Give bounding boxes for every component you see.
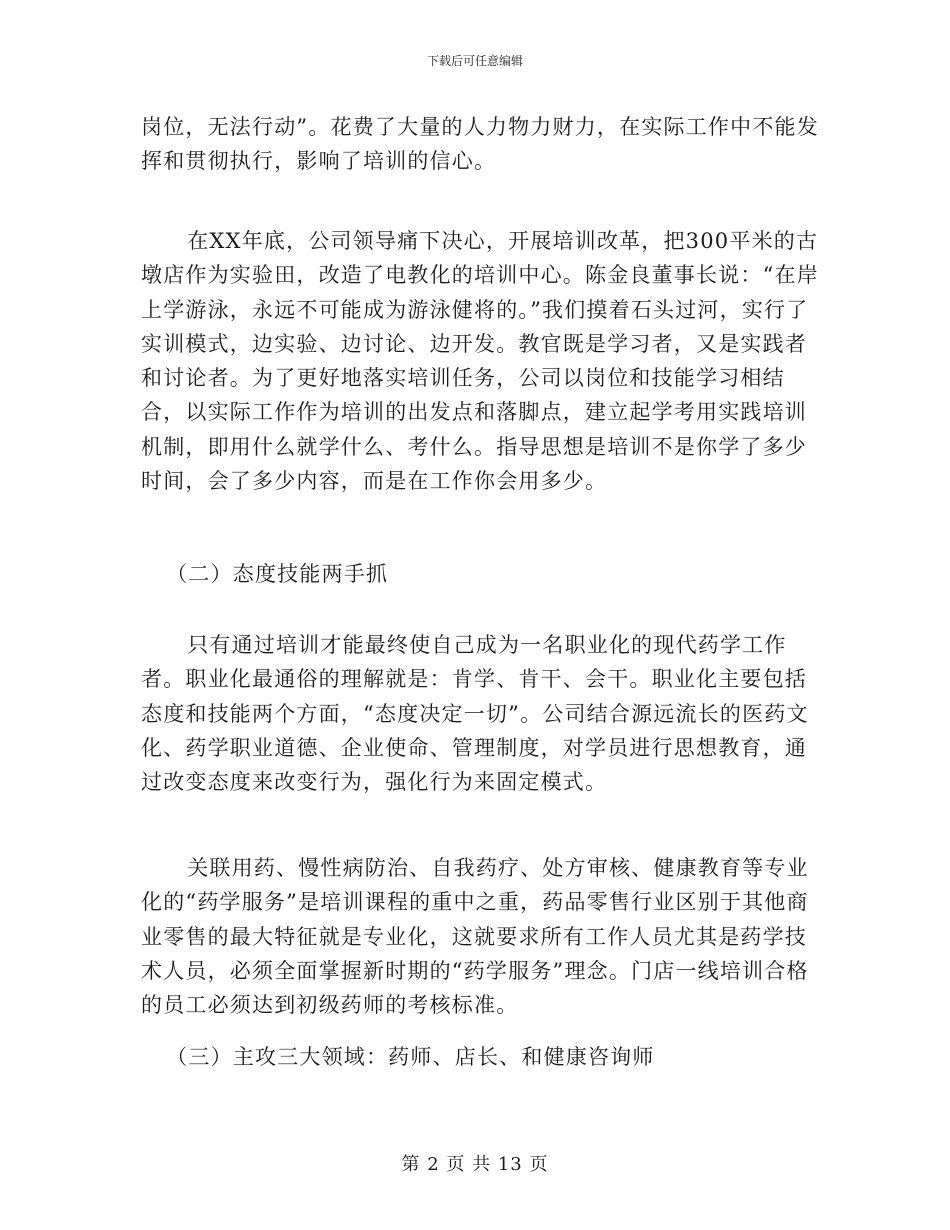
section-heading-attitude-skills: （二）态度技能两手抓 [166,562,389,586]
paragraph-training-reform: 在XX年底，公司领导痛下决心，开展培训改革，把300平米的古墩店作为实验田，改造了电教化的培训中心。陈金良董事长说：“在岸上学游泳，永远不可能成为游泳健将的。”我们摸着石头过河，实行了实训模式，边实验、边讨论、边开发。教官既是学习者，又是实践者和讨论者。为了更好地落实培训任务，公司以岗位和技能学习相结合，以实际工作作为培训的出发点和落脚点，建立起学考用实践培训机制，即用什么就学什么、考什么。指导思想是培训不是你学了多少时间，会了多少内容，而是在工作你会用多少。 [141,229,819,494]
page-header: 下载后可任意编辑 [426,54,523,68]
section-heading-three-fields: （三）主攻三大领域：药师、店长、和健康咨询师 [166,1045,655,1069]
paragraph-continuation: 岗位，无法行动”。花费了大量的人力物力财力，在实际工作中不能发挥和贯彻执行，影响了培训的信心。 [141,115,819,174]
paragraph-pharmacy-service: 关联用药、慢性病防治、自我药疗、处方审核、健康教育等专业化的“药学服务”是培训课程的重中之重，药品零售行业区别于其他商业零售的最大特征就是专业化，这就要求所有工作人员尤其是药学技术人员，必须全面掌握新时期的“药学服务”理念。门店一线培训合格的员工必须达到初级药师的考核标准。 [141,856,809,1018]
page-number: 第 2 页 共 13 页 [401,1154,549,1175]
paragraph-professionalization: 只有通过培训才能最终使自己成为一名职业化的现代药学工作者。职业化最通俗的理解就是：肯学、肯干、会干。职业化主要包括态度和技能两个方面，“态度决定一切”。公司结合源远流长的医药文化、药学职业道德、企业使命、管理制度，对学员进行思想教育，通过改变态度来改变行为，强化行为来固定模式。 [141,633,809,795]
